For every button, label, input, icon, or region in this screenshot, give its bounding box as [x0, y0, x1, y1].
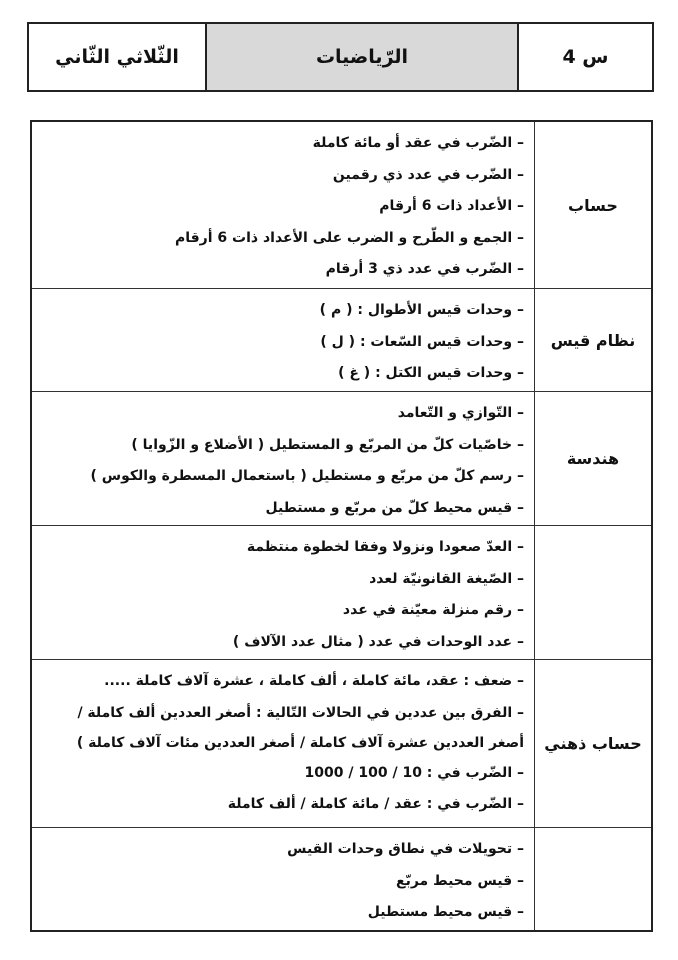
topic-cell [535, 526, 651, 659]
grade-label: س 4 [519, 22, 654, 92]
items-cell [32, 392, 535, 525]
items-cell [32, 122, 535, 288]
list-item: – رقم منزلة معيّنة في عدد [342, 602, 524, 618]
list-item: – رسم كلّ من مربّع و مستطيل ( باستعمال المسطرة والكوس ) [90, 468, 524, 484]
table-row [32, 828, 651, 930]
list-item: – وحدات قيس السّعات : ( ل ) [320, 333, 524, 350]
subject-title: الرّياضيات [205, 22, 519, 92]
list-item: – الضّرب في : عقد / مائة كاملة / ألف كاملة [227, 796, 524, 812]
items-cell [32, 828, 535, 930]
table-row [32, 660, 651, 828]
table-row [32, 392, 651, 526]
list-item: – خاصّيات كلّ من المربّع و المستطيل ( الأضلاع و الزّوايا ) [131, 436, 524, 453]
list-item: – الضّرب في : 10 / 100 / 1000 [304, 764, 524, 781]
list-item: – الفرق بين عددين في الحالات التّالية : أصغر العددين ألف كاملة / أصغر العددين عشرة آلاف كاملة / أصغر العددين مئات آلاف كاملة ) [76, 704, 524, 751]
list-item: – الأعداد ذات 6 أرقام [379, 198, 524, 214]
list-item: – الصّيغة القانونيّة لعدد [369, 570, 524, 587]
list-item: – وحدات قيس الكتل : ( غ ) [338, 365, 524, 381]
items-cell [32, 289, 535, 391]
topic-cell: حساب ذهني [544, 734, 642, 753]
table-row [32, 122, 651, 289]
list-item: – تحويلات في نطاق وحدات القيس [287, 841, 524, 857]
list-item: – ضعف : عقد، مائة كاملة ، ألف كاملة ، عشرة آلاف كاملة ..... [104, 673, 524, 689]
list-item: – الضّرب في عقد أو مائة كاملة [312, 135, 524, 151]
items-cell [32, 526, 535, 659]
list-item: – عدد الوحدات في عدد ( مثال عدد الآلاف ) [232, 633, 524, 650]
list-item: – وحدات قيس الأطوال : ( م ) [319, 302, 524, 318]
list-item: – العدّ صعودا ونزولا وفقا لخطوة منتظمة [246, 539, 524, 555]
topic-cell: حساب [568, 195, 618, 215]
topic-cell: نظام قيس [550, 330, 636, 350]
list-item: – التّوازي و التّعامد [397, 405, 524, 421]
document-header [27, 22, 654, 92]
list-item: – قيس محيط مربّع [396, 872, 524, 889]
topic-cell: هندسة [566, 449, 620, 468]
table-row [32, 526, 651, 660]
items-cell [32, 660, 535, 827]
term-label: الثّلاثي الثّاني [27, 22, 205, 92]
table-row [32, 289, 651, 392]
topic-cell [535, 828, 651, 930]
list-item: – الضّرب في عدد ذي 3 أرقام [325, 261, 524, 277]
curriculum-table [30, 120, 653, 932]
list-item: – قيس محيط كلّ من مربّع و مستطيل [265, 499, 524, 516]
list-item: – قيس محيط مستطيل [367, 904, 524, 920]
list-item: – الضّرب في عدد ذي رقمين [332, 166, 524, 183]
list-item: – الجمع و الطّرح و الضرب على الأعداد ذات 6 أرقام [174, 229, 524, 246]
